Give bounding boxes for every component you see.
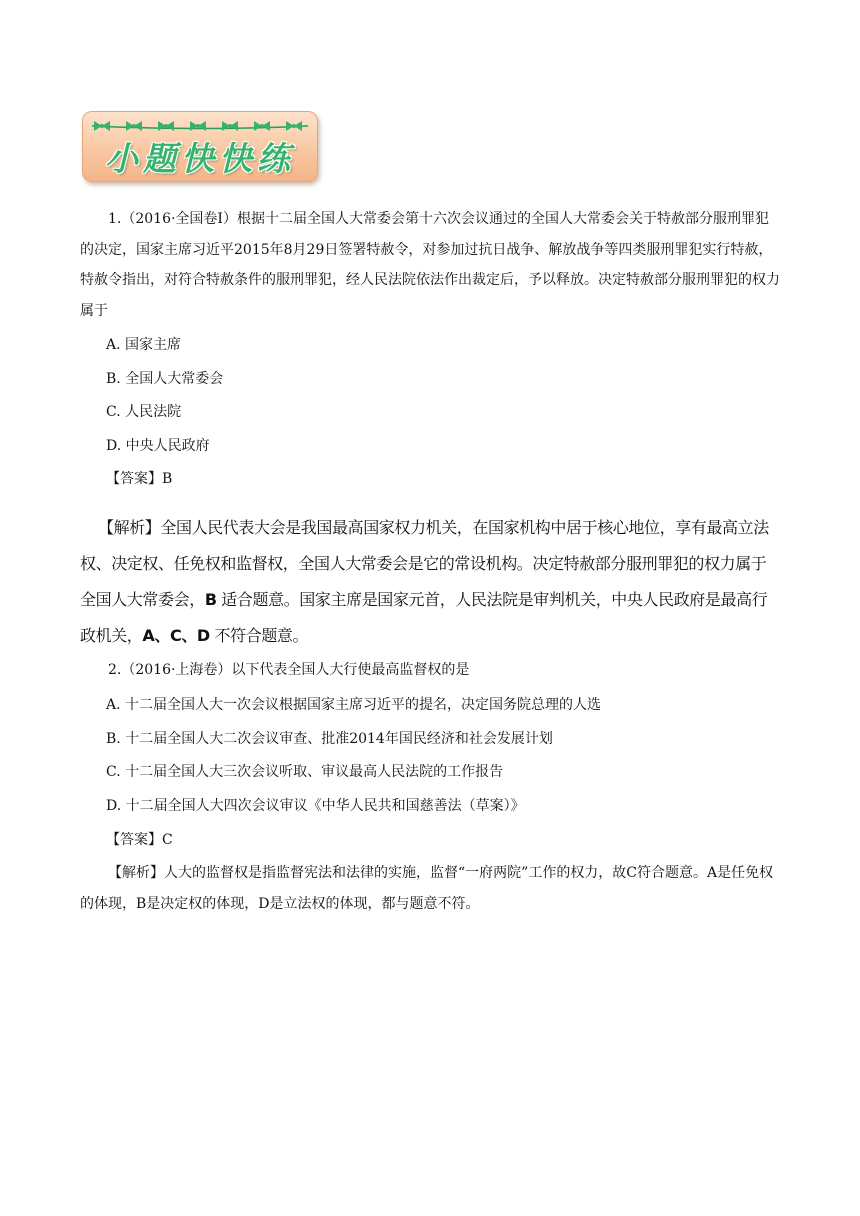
analysis-option-b: B: [204, 590, 217, 609]
question-2-text: 2.（2016·上海卷）以下代表全国人大行使最高监督权的是: [108, 662, 470, 678]
question-2-analysis-text: 【解析】人大的监督权是指监督宪法和法律的实施，监督“一府两院”工作的权力，故C符合题意。A是任免权的体现，B是决定权的体现，D是立法权的体现，都与题意不符。: [80, 865, 774, 912]
question-2-option-c: C. 十二届全国人大三次会议听取、审议最高人民法院的工作报告: [106, 764, 504, 780]
question-1-option-d: D. 中央人民政府: [106, 438, 210, 454]
question-2-stem: [80, 655, 780, 686]
analysis-text-part1: 全国人民代表大会是我国最高国家权力机关，在国家机构中居于核心地位，享有最高立法权、决定权、任免权和监督权，全国人大常委会是它的常设机构。决定特赦部分服刑罪犯的权力属于全国人大常委会，: [80, 518, 769, 609]
question-1-option-b: B. 全国人大常委会: [106, 371, 224, 387]
question-1-text: 1.（2016·全国卷Ⅰ）根据十二届全国人大常委会第十六次会议通过的全国人大常委会关于特赦部分服刑罪犯的决定，国家主席习近平2015年8月29日签署特赦令，对参加过抗日战争、解放战争等四类服刑罪犯实行特赦，特赦令指出，对符合特赦条件的服刑罪犯，经人民法院依法作出裁定后，予以释放。决定特赦部分服刑罪犯的权力属于: [80, 211, 780, 319]
question-2-option-d: D. 十二届全国人大四次会议审议《中华人民共和国慈善法（草案）》: [106, 798, 525, 814]
analysis-text-part2: 适合题意。国家主席是国家元首，人民法院是审判机关，中央人民政府是最高行政机关，: [80, 590, 768, 645]
analysis-text-part3: 不符合题意。: [209, 626, 309, 645]
question-1-stem: [80, 204, 780, 326]
analysis-label: 【解析】: [98, 518, 161, 537]
question-2-option-a: A. 十二届全国人大一次会议根据国家主席习近平的提名，决定国务院总理的人选: [106, 697, 602, 713]
question-1-answer: 【答案】B: [106, 471, 173, 487]
section-title: 小题快快练: [105, 139, 295, 178]
question-1-analysis: [80, 510, 780, 654]
question-1-option-c: C. 人民法院: [106, 404, 182, 420]
question-2-answer: 【答案】C: [106, 832, 173, 848]
question-2-option-b: B. 十二届全国人大二次会议审查、批准2014年国民经济和社会发展计划: [106, 731, 553, 747]
question-2-analysis: [80, 858, 780, 919]
question-1-option-a: A. 国家主席: [106, 337, 182, 353]
section-badge: [82, 111, 318, 182]
analysis-options-acd: A、C、D: [142, 626, 210, 645]
